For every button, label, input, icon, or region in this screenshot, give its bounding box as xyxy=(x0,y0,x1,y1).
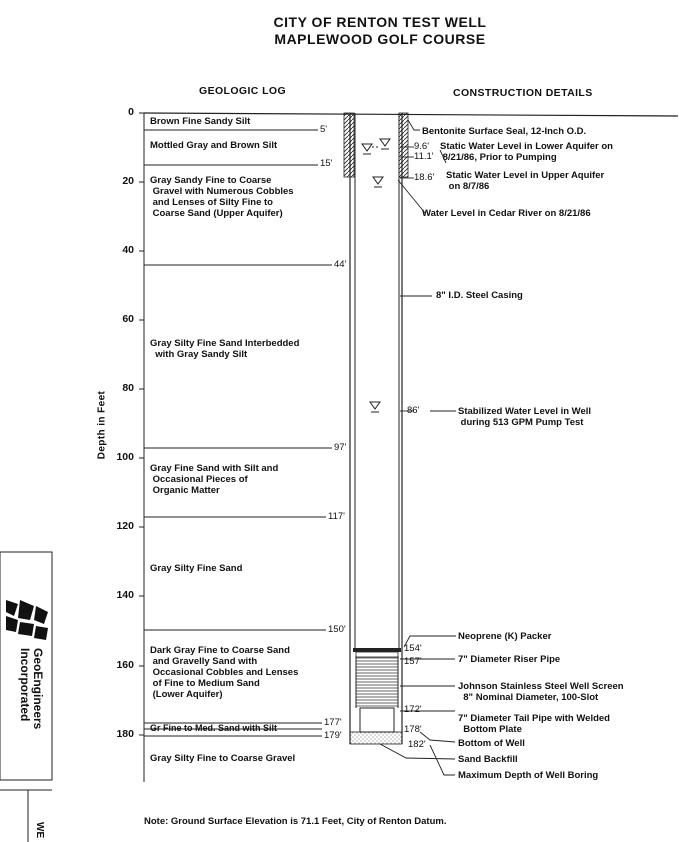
construction-label: Sand Backfill xyxy=(458,754,518,765)
well-depth-mark: 11.1' xyxy=(414,151,434,162)
construction-label: Bentonite Surface Seal, 12-Inch O.D. xyxy=(422,126,587,137)
page-subtitle: MAPLEWOOD GOLF COURSE xyxy=(274,31,486,47)
water-level-symbols xyxy=(362,139,390,412)
boundary-depth-mark: 177' xyxy=(324,717,342,728)
layer-description: Gray Silty Fine to Coarse Gravel xyxy=(150,753,296,764)
neoprene-packer xyxy=(353,648,401,652)
layer-description: Gray Sandy Fine to Coarse Gravel with Numerous Cobbles and Lenses of Silty Fine to Coarse Sand (Upper Aquifer) xyxy=(150,175,294,219)
well-depth-mark: 18.6' xyxy=(414,172,435,183)
construction-label: Stabilized Water Level in Well during 513 GPM Pump Test xyxy=(458,406,592,428)
well-depth-mark: 172' xyxy=(404,704,422,715)
well-depth-mark: 86' xyxy=(407,405,420,416)
construction-label: Johnson Stainless Steel Well Screen 8" Nominal Diameter, 100-Slot xyxy=(458,681,624,703)
sand-backfill xyxy=(350,732,402,744)
construction-details-header: CONSTRUCTION DETAILS xyxy=(453,87,593,99)
well-depth-mark: 182' xyxy=(408,739,426,750)
layer-description: Brown Fine Sandy Silt xyxy=(150,116,251,127)
depth-tick-label: 40 xyxy=(122,244,134,256)
logo-side-text: WE xyxy=(34,822,45,839)
construction-label: Maximum Depth of Well Boring xyxy=(458,770,599,781)
well-depth-mark: 157' xyxy=(404,656,422,667)
depth-tick-label: 20 xyxy=(122,175,134,187)
well-depth-mark: 154' xyxy=(404,643,422,654)
depth-tick-label: 120 xyxy=(116,520,134,532)
layer-description: Dark Gray Fine to Coarse Sand and Gravelly Sand with Occasional Cobbles and Lenses of Fine to Medium Sand (Lower Aquifer) xyxy=(150,645,299,700)
construction-label: 7" Diameter Tail Pipe with Welded Bottom Plate xyxy=(458,713,610,735)
construction-label: Bottom of Well xyxy=(458,738,525,749)
construction-label: Static Water Level in Lower Aquifer on 8/21/86, Prior to Pumping xyxy=(440,141,613,163)
well-depth-mark: 178' xyxy=(404,724,422,735)
geologic-log-header: GEOLOGIC LOG xyxy=(199,85,287,97)
riser-pipe xyxy=(356,652,398,657)
depth-tick-label: 0 xyxy=(128,106,134,118)
depth-tick-label: 100 xyxy=(116,451,134,463)
construction-label: Static Water Level in Upper Aquifer on 8/7/86 xyxy=(446,170,605,192)
depth-tick-label: 80 xyxy=(122,382,134,394)
construction-label: 7" Diameter Riser Pipe xyxy=(458,654,561,665)
depth-tick-label: 60 xyxy=(122,313,134,325)
boundary-depth-mark: 5' xyxy=(320,124,328,135)
company-logo-text: GeoEngineers Incorporated xyxy=(18,648,45,730)
boundary-depth-mark: 97' xyxy=(334,442,347,453)
bentonite-seal-right xyxy=(399,113,408,177)
layer-description: Gray Silty Fine Sand xyxy=(150,563,243,574)
boundary-depth-mark: 44' xyxy=(334,259,347,270)
depth-axis-ticks xyxy=(139,113,144,735)
bentonite-seal-left xyxy=(344,113,354,177)
well-screen xyxy=(356,658,398,706)
construction-label: 8" I.D. Steel Casing xyxy=(436,290,523,301)
footnote: Note: Ground Surface Elevation is 71.1 Feet, City of Renton Datum. xyxy=(144,816,447,827)
depth-tick-label: 140 xyxy=(116,589,134,601)
construction-label: Neoprene (K) Packer xyxy=(458,631,552,642)
tail-pipe xyxy=(360,708,394,732)
layer-description: Mottled Gray and Brown Silt xyxy=(150,140,278,151)
y-axis-label: Depth in Feet xyxy=(96,390,108,460)
depth-tick-label: 160 xyxy=(116,659,134,671)
layer-description: Gr Fine to Med. Sand with Silt xyxy=(150,723,278,733)
depth-tick-label: 180 xyxy=(116,728,134,740)
boundary-depth-mark: 150' xyxy=(328,624,346,635)
boundary-depth-mark: 179' xyxy=(324,730,342,741)
boundary-depth-mark: 15' xyxy=(320,158,333,169)
well-depth-mark: 9.6' xyxy=(414,141,430,152)
construction-label: Water Level in Cedar River on 8/21/86 xyxy=(422,208,591,219)
layer-description: Gray Fine Sand with Silt and Occasional Pieces of Organic Matter xyxy=(150,463,279,496)
boundary-depth-mark: 117' xyxy=(328,511,345,522)
page-title: CITY OF RENTON TEST WELL xyxy=(273,14,487,30)
logo-icon xyxy=(6,600,48,640)
layer-description: Gray Silty Fine Sand Interbedded with Gray Sandy Silt xyxy=(150,338,300,360)
